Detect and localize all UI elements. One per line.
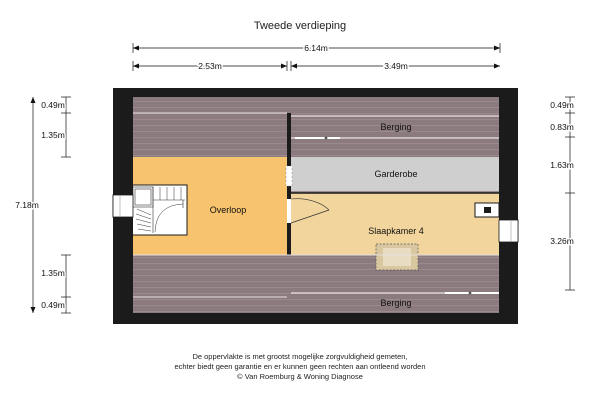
knee-wall-right bbox=[499, 97, 509, 313]
left-dimension-segments bbox=[41, 97, 71, 313]
dim-total-width: 6.14m bbox=[304, 43, 328, 53]
dim-right-4: 3.26m bbox=[550, 236, 574, 246]
dim-left-width: 2.53m bbox=[198, 61, 222, 71]
room-label-berging-top: Berging bbox=[380, 122, 412, 132]
top-dimension-total bbox=[133, 43, 500, 53]
staircase bbox=[131, 185, 187, 235]
dim-right-width: 3.49m bbox=[384, 61, 408, 71]
dim-left-2: 1.35m bbox=[41, 130, 65, 140]
skylight bbox=[376, 244, 418, 270]
dim-left-4: 0.49m bbox=[41, 300, 65, 310]
interior-wall-lower bbox=[287, 223, 291, 255]
right-dimension-segments bbox=[550, 97, 575, 290]
window-left-frame bbox=[113, 195, 133, 217]
top-dimension-left bbox=[133, 61, 287, 71]
dim-right-2: 0.83m bbox=[550, 122, 574, 132]
room-label-garderobe: Garderobe bbox=[374, 169, 418, 179]
disclaimer bbox=[0, 352, 600, 382]
disclaimer-line-1: De oppervlakte is met grootst mogelijke zorgvuldigheid gemeten, bbox=[192, 352, 408, 361]
disclaimer-line-2: echter biedt geen garantie en er kunnen geen rechten aan ontleend worden bbox=[174, 362, 426, 371]
room-label-overloop: Overloop bbox=[209, 205, 247, 215]
room-label-berging-bottom: Berging bbox=[380, 298, 412, 308]
dim-left-3: 1.35m bbox=[41, 268, 65, 278]
top-dimension-right bbox=[291, 61, 500, 71]
dim-left-1: 0.49m bbox=[41, 100, 65, 110]
room-label-slaapkamer: Slaapkamer 4 bbox=[368, 226, 424, 236]
disclaimer-line-3: © Van Roemburg & Woning Diagnose bbox=[237, 372, 363, 381]
left-dimension-total bbox=[15, 97, 39, 313]
dim-right-3: 1.63m bbox=[550, 160, 574, 170]
dim-right-1: 0.49m bbox=[550, 100, 574, 110]
garderobe-opening bbox=[286, 166, 292, 186]
dim-total-height: 7.18m bbox=[15, 200, 39, 210]
plan-title: Tweede verdieping bbox=[253, 20, 347, 32]
roof-slope-top-left bbox=[133, 97, 287, 113]
window-right-frame bbox=[499, 220, 518, 242]
